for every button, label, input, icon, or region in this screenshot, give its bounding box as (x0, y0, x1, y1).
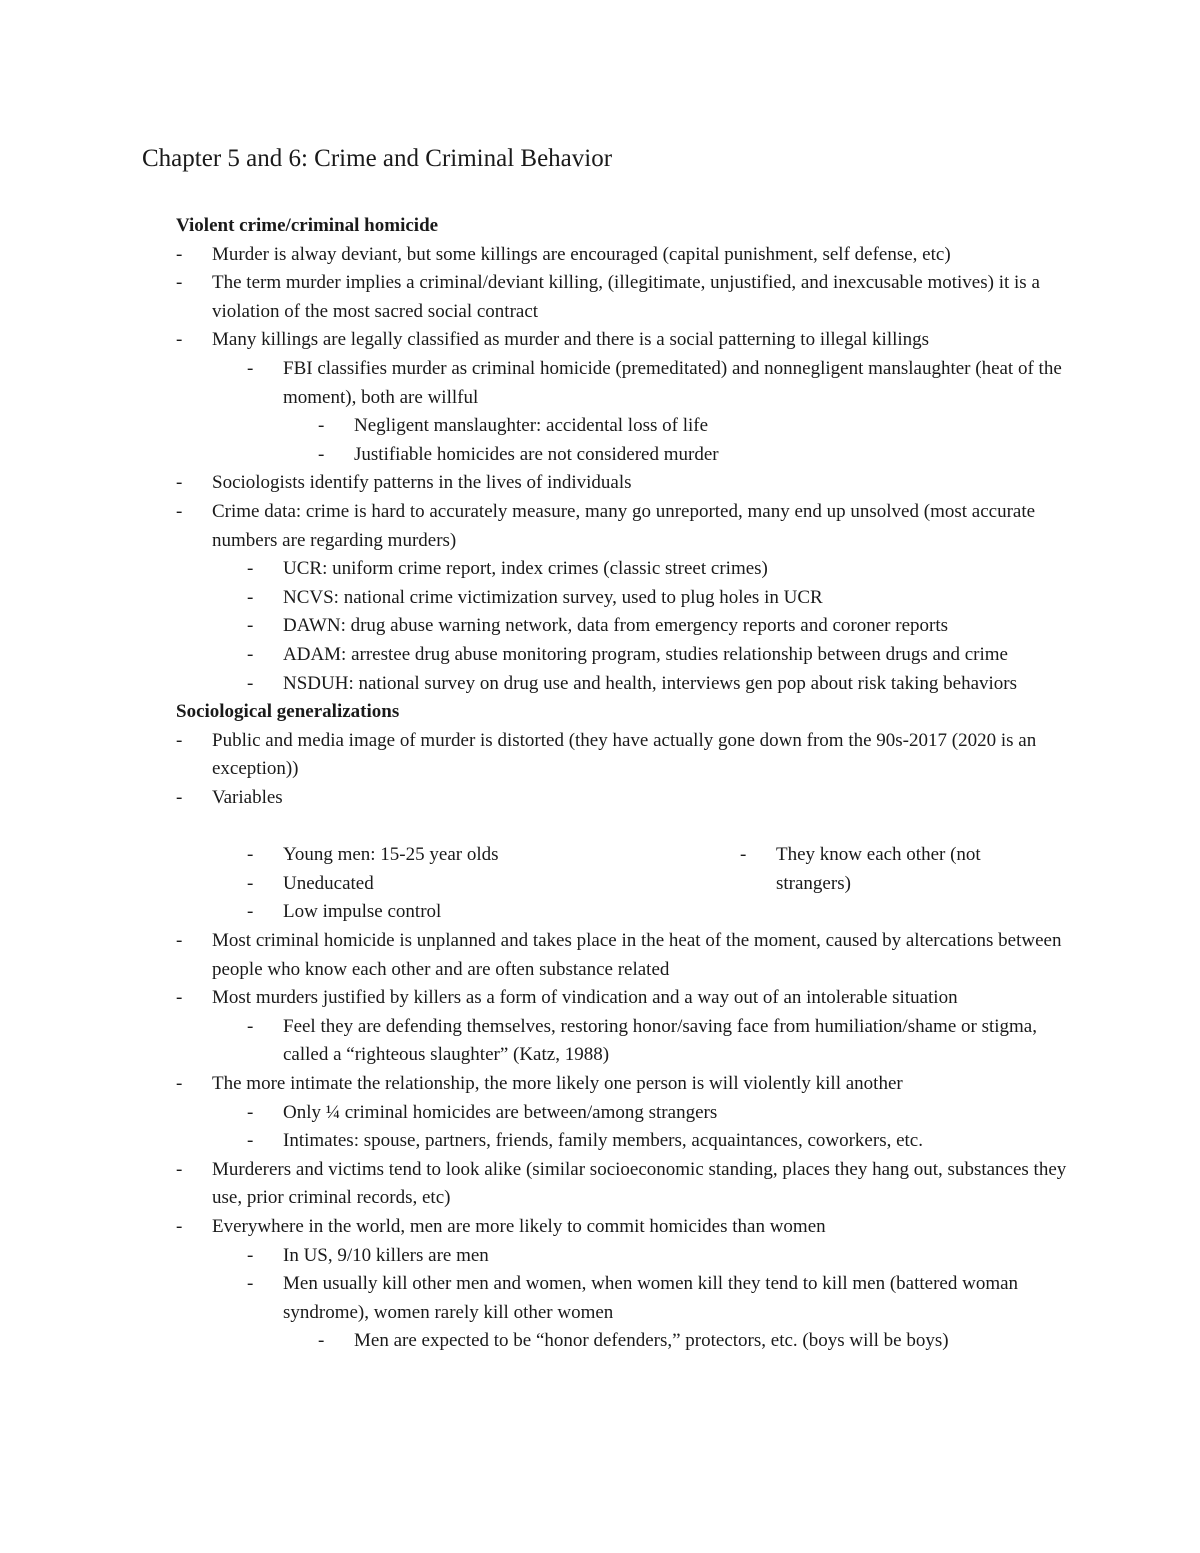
bullet-dash: - (176, 472, 183, 494)
document-title: Chapter 5 and 6: Crime and Criminal Behavior (142, 145, 613, 172)
bullet-text: Intimates: spouse, partners, friends, family members, acquaintances, coworkers, etc. (283, 1130, 923, 1152)
sub-bullet-item (176, 1013, 1076, 1070)
variables-left-column (176, 841, 736, 927)
bullet-dash: - (247, 586, 254, 608)
bullet-item (176, 1156, 1076, 1213)
sub-bullet-item (176, 584, 1076, 613)
bullet-item (176, 984, 1076, 1013)
bullet-text: Negligent manslaughter: accidental loss of life (354, 415, 709, 437)
bullet-text: They know each other (not strangers) (776, 844, 981, 894)
bullet-text: Only ¼ criminal homicides are between/among strangers (283, 1101, 718, 1123)
bullet-text: Feel they are defending themselves, restoring honor/saving face from humiliation/shame or stigma, called a “righteous slaughter” (Katz, 1988) (283, 1015, 1037, 1066)
section-heading-violent-crime: Violent crime/criminal homicide (176, 215, 439, 236)
bullet-item (176, 241, 1076, 270)
bullet-dash: - (247, 672, 254, 694)
bullet-text: The term murder implies a criminal/deviant killing, (illegitimate, unjustified, and inexcusable motives) it is a violation of the most sacred social contract (212, 272, 1040, 322)
sub-bullet-item (176, 612, 1076, 641)
bullet-dash: - (176, 930, 183, 952)
bullet-item (176, 269, 1076, 326)
bullet-text: NSDUH: national survey on drug use and health, interviews gen pop about risk taking behaviors (283, 672, 1017, 694)
bullet-item (176, 1070, 1076, 1099)
bullet-dash: - (176, 272, 183, 294)
bullet-dash: - (176, 1158, 183, 1180)
bullet-dash: - (247, 1101, 254, 1123)
bullet-text: Most criminal homicide is unplanned and takes place in the heat of the moment, caused by altercations between people who know each other and are often substance related (212, 930, 1062, 980)
bullet-text: FBI classifies murder as criminal homicide (premeditated) and nonnegligent manslaughter (heat of the moment), both are willful (283, 357, 1062, 408)
bullet-text: Crime data: crime is hard to accurately measure, many go unreported, many end up unsolved (most accurate numbers are regarding murders) (212, 500, 1036, 551)
bullet-dash: - (176, 729, 183, 751)
bullet-text: Variables (212, 786, 283, 808)
bullet-dash: - (176, 786, 183, 808)
bullet-text: NCVS: national crime victimization survey, used to plug holes in UCR (283, 586, 823, 608)
bullet-item (176, 727, 1076, 784)
bullet-item (176, 927, 1076, 984)
bullet-text: Public and media image of murder is distorted (they have actually gone down from the 90s-2017 (2020 is an exception)) (212, 729, 1037, 780)
bullet-text: DAWN: drug abuse warning network, data from emergency reports and coroner reports (283, 615, 949, 637)
bullet-dash: - (176, 500, 183, 522)
bullet-text: Justifiable homicides are not considered murder (354, 443, 719, 465)
bullet-text: Most murders justified by killers as a form of vindication and a way out of an intolerable situation (212, 987, 958, 1009)
bullet-text: Uneducated (283, 872, 374, 894)
bullet-dash: - (176, 1073, 183, 1095)
sub-bullet-item (176, 355, 1076, 412)
bullet-dash: - (247, 643, 254, 665)
variables-right-column (740, 841, 1040, 898)
bullet-dash: - (247, 1130, 254, 1152)
bullet-dash: - (740, 844, 747, 866)
bullet-text: Many killings are legally classified as murder and there is a social patterning to illegal killings (212, 329, 930, 351)
sub-bullet-item (176, 641, 1076, 670)
bullet-text: Men usually kill other men and women, when women kill they tend to kill men (battered woman syndrome), women rarely kill other women (283, 1273, 1019, 1323)
variable-item (176, 898, 736, 927)
sub-sub-bullet-item (176, 412, 1076, 441)
bullet-dash: - (176, 243, 183, 265)
bullet-text: Low impulse control (283, 901, 442, 923)
sub-bullet-item (176, 555, 1076, 584)
bullet-text: Sociologists identify patterns in the lives of individuals (212, 472, 632, 494)
bullet-dash: - (247, 357, 254, 379)
notes-body (176, 212, 1076, 1356)
bullet-item (176, 784, 1076, 813)
bullet-dash: - (318, 415, 325, 437)
bullet-dash: - (318, 1330, 325, 1352)
bullet-dash: - (176, 987, 183, 1009)
bullet-text: Murder is alway deviant, but some killings are encouraged (capital punishment, self defense, etc) (212, 243, 951, 265)
variable-item (176, 841, 736, 870)
bullet-text: ADAM: arrestee drug abuse monitoring program, studies relationship between drugs and crime (283, 643, 1008, 665)
bullet-text: Young men: 15-25 year olds (283, 844, 499, 866)
sub-bullet-item (176, 1270, 1076, 1327)
bullet-dash: - (176, 1216, 183, 1237)
bullet-item (176, 469, 1076, 498)
bullet-item (176, 1213, 1076, 1242)
bullet-dash: - (247, 844, 254, 866)
bullet-item (176, 326, 1076, 355)
bullet-dash: - (318, 443, 325, 465)
sub-bullet-item (176, 1127, 1076, 1156)
sub-bullet-item (176, 1242, 1076, 1271)
bullet-text: The more intimate the relationship, the more likely one person is will violently kill another (212, 1073, 903, 1095)
sub-sub-bullet-item (176, 441, 1076, 470)
sub-bullet-item (176, 1099, 1076, 1128)
bullet-dash: - (247, 872, 254, 894)
bullet-dash: - (247, 1244, 254, 1266)
bullet-dash: - (247, 901, 254, 923)
section-heading-sociological-generalizations: Sociological generalizations (176, 701, 400, 723)
bullet-text: Murderers and victims tend to look alike (similar socioeconomic standing, places they hang out, substances they use, prior criminal records, etc) (212, 1158, 1067, 1209)
bullet-dash: - (247, 1015, 254, 1037)
bullet-dash: - (247, 615, 254, 637)
bullet-dash: - (176, 329, 183, 351)
variable-item (176, 870, 736, 899)
bullet-item (176, 498, 1076, 555)
bullet-text: Men are expected to be “honor defenders,” protectors, etc. (boys will be boys) (354, 1330, 949, 1352)
sub-bullet-item (176, 670, 1076, 699)
bullet-dash: - (247, 1273, 254, 1295)
variables-two-column-list (176, 841, 1076, 927)
bullet-dash: - (247, 558, 254, 580)
bullet-text: Everywhere in the world, men are more likely to commit homicides than women (212, 1216, 826, 1237)
sub-sub-bullet-item (176, 1327, 1076, 1356)
variable-item (740, 841, 1040, 898)
bullet-text: In US, 9/10 killers are men (283, 1244, 489, 1266)
bullet-text: UCR: uniform crime report, index crimes (classic street crimes) (283, 558, 768, 580)
